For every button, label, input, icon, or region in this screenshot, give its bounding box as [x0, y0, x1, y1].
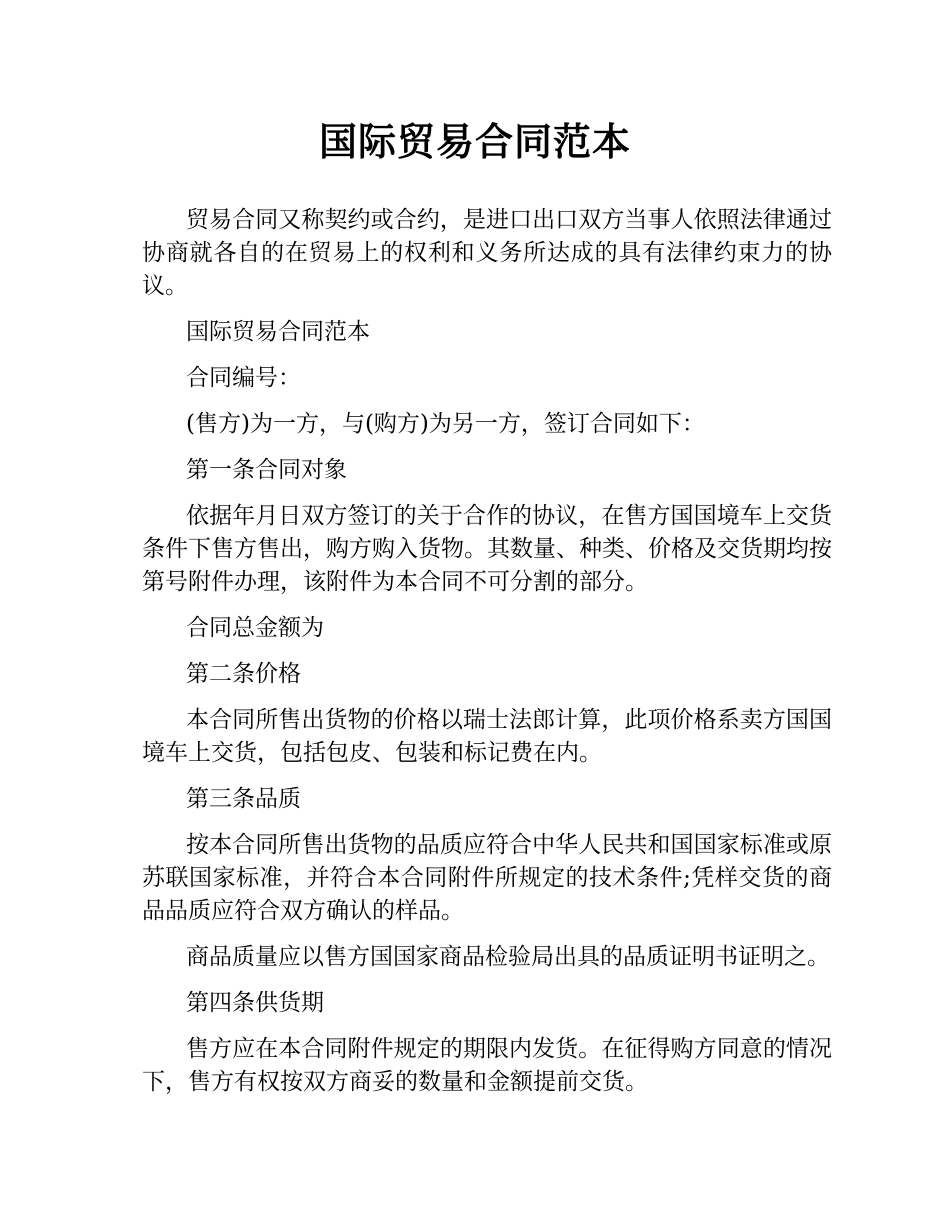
article-1-body: 依据年月日双方签订的关于合作的协议，在售方国国境车上交货条件下售方售出，购方购入货物。其数量、种类、价格及交货期均按第号附件办理，该附件为本合同不可分割的部分。 — [142, 503, 832, 595]
paragraph-heading-title: 国际贸易合同范本 — [186, 319, 370, 345]
article-2-heading: 第二条价格 — [186, 661, 301, 687]
paragraph-parties: (售方)为一方，与(购方)为另一方，签订合同如下： — [186, 411, 705, 437]
article-4-heading: 第四条供货期 — [186, 990, 324, 1016]
article-3-heading: 第三条品质 — [186, 786, 301, 812]
article-3-certificate: 商品质量应以售方国国家商品检验局出具的品质证明书证明之。 — [186, 944, 830, 970]
article-3-body: 按本合同所售出货物的品质应符合中华人民共和国国家标准或原苏联国家标准，并符合本合同附件所规定的技术条件;凭样交货的商品品质应符合双方确认的样品。 — [142, 832, 832, 924]
paragraph-intro: 贸易合同又称契约或合约，是进口出口双方当事人依照法律通过协商就各自的在贸易上的权利和义务所达成的具有法律约束力的协议。 — [142, 207, 832, 299]
document-body — [142, 204, 832, 1112]
document-title: 国际贸易合同范本 — [318, 120, 631, 164]
article-1-heading: 第一条合同对象 — [186, 457, 347, 483]
total-amount-line: 合同总金额为 — [186, 615, 324, 641]
article-2-body: 本合同所售出货物的价格以瑞士法郎计算，此项价格系卖方国国境车上交货，包括包皮、包装和标记费在内。 — [142, 707, 832, 766]
paragraph-contract-number: 合同编号： — [186, 365, 301, 391]
article-4-body: 售方应在本合同附件规定的期限内发货。在征得购方同意的情况下，售方有权按双方商妥的数量和金额提前交货。 — [142, 1036, 832, 1095]
